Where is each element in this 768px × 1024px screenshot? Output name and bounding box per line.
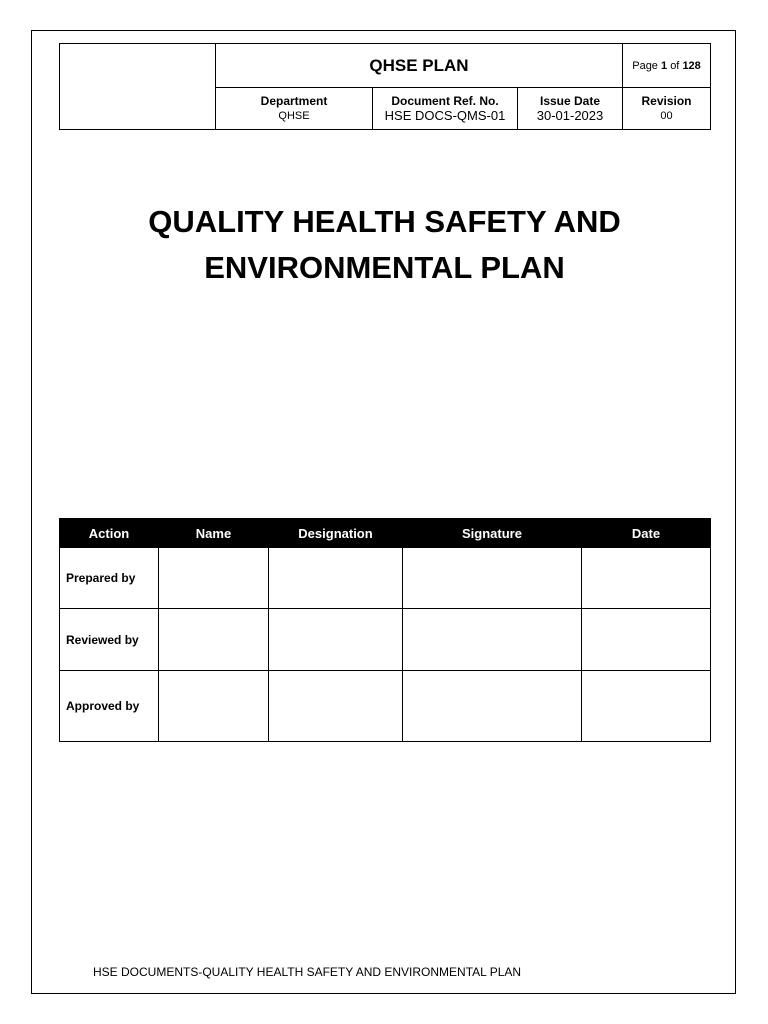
approval-table (59, 518, 711, 742)
page-word: Page (632, 59, 658, 72)
name-cell (159, 548, 269, 609)
name-cell (159, 609, 269, 671)
revision-value: 00 (660, 109, 673, 122)
column-header-name: Name (159, 519, 269, 548)
issue-date-value: 30-01-2023 (536, 107, 604, 123)
revision-label: Revision (641, 93, 692, 108)
revision-cell (623, 88, 711, 130)
action-reviewed-by: Reviewed by (60, 609, 159, 671)
docref-label: Document Ref. No. (391, 93, 499, 108)
column-header-designation: Designation (269, 519, 403, 548)
column-header-signature: Signature (403, 519, 582, 548)
page-of: of (670, 59, 680, 72)
department-label: Department (260, 93, 328, 108)
department-cell (216, 88, 373, 130)
table-row (60, 548, 711, 609)
action-prepared-by: Prepared by (60, 548, 159, 609)
table-row (60, 609, 711, 671)
column-header-date: Date (582, 519, 711, 548)
issue-date-cell (518, 88, 623, 130)
docref-value: HSE DOCS-QMS-01 (384, 107, 506, 123)
page-title-line1: QUALITY HEALTH SAFETY AND (148, 204, 621, 239)
page-footer: HSE DOCUMENTS-QUALITY HEALTH SAFETY AND ENVIRONMENTAL PLAN (93, 965, 522, 979)
signature-cell (403, 609, 582, 671)
column-header-action: Action (60, 519, 159, 548)
date-cell (582, 548, 711, 609)
page-total: 128 (682, 59, 701, 72)
document-header-table (59, 43, 711, 130)
name-cell (159, 671, 269, 742)
action-approved-by: Approved by (60, 671, 159, 742)
page-border (31, 30, 736, 994)
date-cell (582, 671, 711, 742)
page-counter (623, 44, 711, 88)
designation-cell (269, 671, 403, 742)
document-type-title: QHSE PLAN (216, 44, 623, 88)
page-current: 1 (661, 59, 668, 72)
docref-cell (373, 88, 518, 130)
page-title-line2: ENVIRONMENTAL PLAN (204, 250, 565, 285)
designation-cell (269, 548, 403, 609)
designation-cell (269, 609, 403, 671)
date-cell (582, 609, 711, 671)
page-title (59, 199, 710, 291)
department-value: QHSE (278, 109, 310, 122)
table-row (60, 671, 711, 742)
logo-cell (60, 44, 216, 130)
signature-cell (403, 548, 582, 609)
issue-date-label: Issue Date (539, 93, 601, 108)
signature-cell (403, 671, 582, 742)
